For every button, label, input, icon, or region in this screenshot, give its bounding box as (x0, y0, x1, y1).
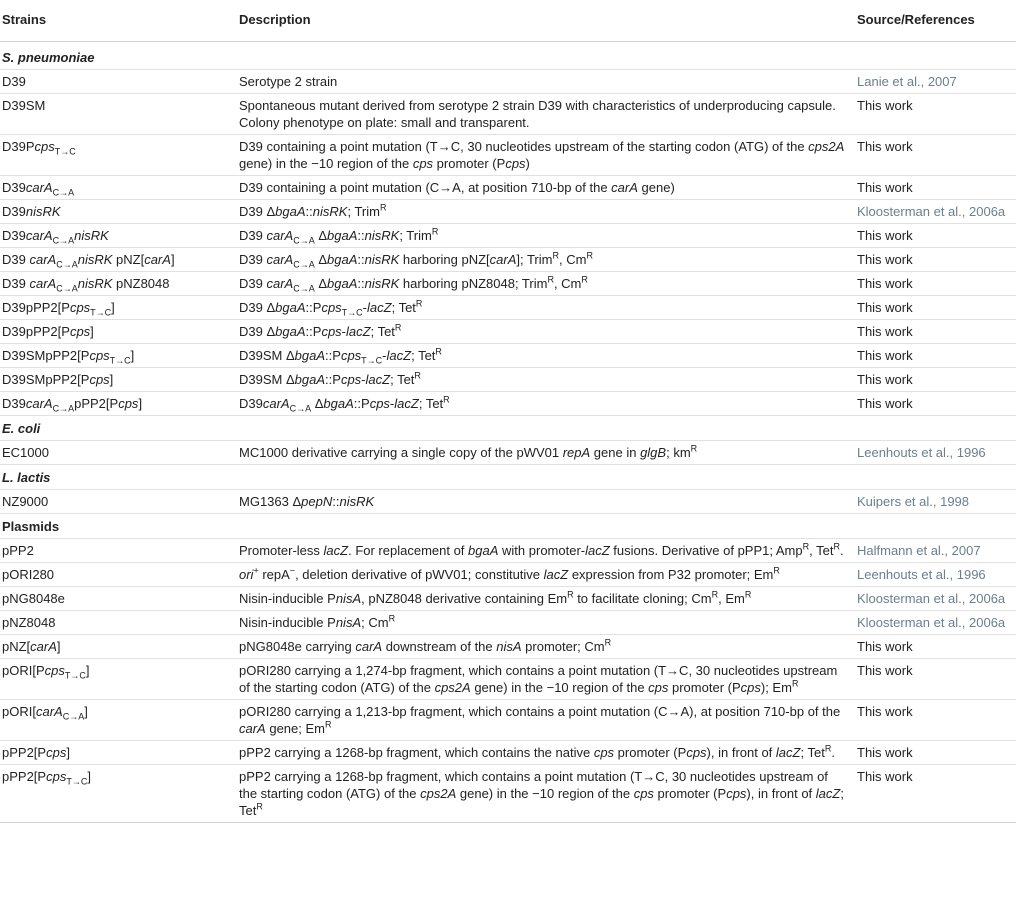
table-row (0, 490, 1016, 514)
description-cell: D39carA$_{C\to A}$ ΔbgaA::Pcps-lacZ; Tet$^R$ (237, 392, 855, 416)
description-cell: pORI280 carrying a 1,274-bp fragment, which contains a point mutation (T→C, 30 nucleotides upstream of the starting codon (ATG) of the cps2A gene) in the −10 region of the cps promoter (Pcps); $Em^R$ (237, 659, 855, 700)
description-cell: Spontaneous mutant derived from serotype 2 strain D39 with characteristics of underproducing capsule. Colony phenotype on plate: small and transparent. (237, 94, 855, 135)
description-cell: pORI280 carrying a 1,213-bp fragment, which contains a point mutation (C→A), at position 710-bp of the carA gene; $Em^R$ (237, 700, 855, 741)
strain-cell: pPP2[Pcps] (0, 741, 237, 765)
description-cell: D39SM ΔbgaA::Pcps-lacZ; Tet$^R$ (237, 368, 855, 392)
strain-cell: pNG8048e (0, 587, 237, 611)
strain-cell: pORI[Pcps$_{T\to C}$] (0, 659, 237, 700)
source-cell: This work (855, 296, 1016, 320)
description-cell: D39 ΔbgaA::Pcps-lacZ; Tet$^R$ (237, 320, 855, 344)
strain-cell: pORI[carA$_{C\to A}$] (0, 700, 237, 741)
source-cell: This work (855, 272, 1016, 296)
source-cell: This work (855, 700, 1016, 741)
reference-link[interactable]: Leenhouts et al., 1996 (855, 563, 1016, 587)
header-source: Source/References (855, 0, 1016, 42)
source-cell: This work (855, 368, 1016, 392)
strain-cell: D39SMpPP2[Pcps$_{T\to C}$] (0, 344, 237, 368)
reference-link[interactable]: Halfmann et al., 2007 (855, 539, 1016, 563)
table-body (0, 42, 1016, 823)
source-cell: This work (855, 659, 1016, 700)
table-row (0, 741, 1016, 765)
strain-cell: pNZ8048 (0, 611, 237, 635)
description-cell: Serotype 2 strain (237, 70, 855, 94)
description-cell: Promoter-less lacZ. For replacement of bgaA with promoter-lacZ fusions. Derivative of pPP1; Amp$^R$, Tet$^R$. (237, 539, 855, 563)
strain-cell: D39 carA$_{C\to A}$nisRK pNZ8048 (0, 272, 237, 296)
strain-cell: pPP2[Pcps$_{T\to C}$] (0, 765, 237, 823)
description-cell: D39 carA$_{C\to A}$ ΔbgaA::nisRK; Trim$^R$ (237, 224, 855, 248)
table-row (0, 94, 1016, 135)
reference-link[interactable]: Lanie et al., 2007 (855, 70, 1016, 94)
strain-cell: D39 carA$_{C\to A}$nisRK pNZ[carA] (0, 248, 237, 272)
table-row (0, 176, 1016, 200)
table-row (0, 224, 1016, 248)
source-cell: This work (855, 741, 1016, 765)
table-row (0, 765, 1016, 823)
strain-cell: D39carA$_{C\to A}$pPP2[Pcps] (0, 392, 237, 416)
strain-cell: D39carA$_{C\to A}$ (0, 176, 237, 200)
strain-cell: D39nisRK (0, 200, 237, 224)
description-cell: Nisin-inducible PnisA; $Cm^R$ (237, 611, 855, 635)
source-cell: This work (855, 176, 1016, 200)
table-row (0, 587, 1016, 611)
strain-cell: NZ9000 (0, 490, 237, 514)
section-row (0, 514, 1016, 539)
strain-cell: D39carA$_{C\to A}$nisRK (0, 224, 237, 248)
description-cell: pPP2 carrying a 1268-bp fragment, which contains the native cps promoter (Pcps), in front of lacZ; Tet$^R$. (237, 741, 855, 765)
description-cell: D39SM ΔbgaA::Pcps$_{T\to C}$-lacZ; Tet$^R$ (237, 344, 855, 368)
section-title: Plasmids (0, 514, 1016, 539)
description-cell: D39 ΔbgaA::Pcps$_{T\to C}$-lacZ; Tet$^R$ (237, 296, 855, 320)
table-row (0, 248, 1016, 272)
description-cell: MG1363 ΔpepN::nisRK (237, 490, 855, 514)
reference-link[interactable]: Kloosterman et al., 2006a (855, 611, 1016, 635)
table-row (0, 296, 1016, 320)
source-cell: This work (855, 765, 1016, 823)
table-row (0, 659, 1016, 700)
table-header-row (0, 0, 1016, 42)
table-row (0, 635, 1016, 659)
strain-cell: D39pPP2[Pcps$_{T\to C}$] (0, 296, 237, 320)
table-row (0, 368, 1016, 392)
source-cell: This work (855, 224, 1016, 248)
table-row (0, 392, 1016, 416)
table-row (0, 320, 1016, 344)
table-row (0, 200, 1016, 224)
table-row (0, 539, 1016, 563)
section-title: E. coli (0, 416, 1016, 441)
strain-cell: pNZ[carA] (0, 635, 237, 659)
header-strains: Strains (0, 0, 237, 42)
section-title: L. lactis (0, 465, 1016, 490)
strain-cell: EC1000 (0, 441, 237, 465)
description-cell: pNG8048e carrying carA downstream of the nisA promoter; $Cm^R$ (237, 635, 855, 659)
description-cell: D39 ΔbgaA::nisRK; Trim$^R$ (237, 200, 855, 224)
description-cell: MC1000 derivative carrying a single copy of the pWV01 repA gene in glgB; $km^R$ (237, 441, 855, 465)
table-row (0, 135, 1016, 176)
description-cell: D39 containing a point mutation (C→A, at position 710-bp of the carA gene) (237, 176, 855, 200)
table-row (0, 563, 1016, 587)
table-row (0, 70, 1016, 94)
description-cell: D39 containing a point mutation (T→C, 30 nucleotides upstream of the starting codon (ATG) of the cps2A gene) in the −10 region of the cps promoter (Pcps) (237, 135, 855, 176)
reference-link[interactable]: Kuipers et al., 1998 (855, 490, 1016, 514)
section-row (0, 465, 1016, 490)
source-cell: This work (855, 344, 1016, 368)
strain-cell: D39SM (0, 94, 237, 135)
strain-cell: pPP2 (0, 539, 237, 563)
source-cell: This work (855, 135, 1016, 176)
table-row (0, 441, 1016, 465)
description-cell: Nisin-inducible PnisA, pNZ8048 derivative containing $Em^R$ to facilitate cloning; $Cm^R$, $Em^R$ (237, 587, 855, 611)
table-row (0, 700, 1016, 741)
table-row (0, 611, 1016, 635)
strain-cell: D39Pcps$_{T\to C}$ (0, 135, 237, 176)
source-cell: This work (855, 94, 1016, 135)
description-cell: pPP2 carrying a 1268-bp fragment, which contains a point mutation (T→C, 30 nucleotides upstream of the starting codon (ATG) of the cps2A gene) in the −10 region of the cps promoter (Pcps), in front of lacZ; Tet$^R$ (237, 765, 855, 823)
reference-link[interactable]: Kloosterman et al., 2006a (855, 200, 1016, 224)
section-row (0, 42, 1016, 70)
description-cell: D39 carA$_{C\to A}$ ΔbgaA::nisRK harboring pNZ8048; Trim$^R$, $Cm^R$ (237, 272, 855, 296)
reference-link[interactable]: Kloosterman et al., 2006a (855, 587, 1016, 611)
source-cell: This work (855, 248, 1016, 272)
strain-cell: D39 (0, 70, 237, 94)
source-cell: This work (855, 635, 1016, 659)
section-row (0, 416, 1016, 441)
description-cell: D39 carA$_{C\to A}$ ΔbgaA::nisRK harboring pNZ[carA]; Trim$^R$, $Cm^R$ (237, 248, 855, 272)
header-description: Description (237, 0, 855, 42)
strain-cell: pORI280 (0, 563, 237, 587)
strain-cell: D39SMpPP2[Pcps] (0, 368, 237, 392)
source-cell: This work (855, 392, 1016, 416)
strain-cell: D39pPP2[Pcps] (0, 320, 237, 344)
source-cell: This work (855, 320, 1016, 344)
table-row (0, 344, 1016, 368)
table-row (0, 272, 1016, 296)
reference-link[interactable]: Leenhouts et al., 1996 (855, 441, 1016, 465)
section-title: S. pneumoniae (0, 42, 1016, 70)
description-cell: ori+ repA−, deletion derivative of pWV01; constitutive lacZ expression from P32 promoter; $Em^R$ (237, 563, 855, 587)
